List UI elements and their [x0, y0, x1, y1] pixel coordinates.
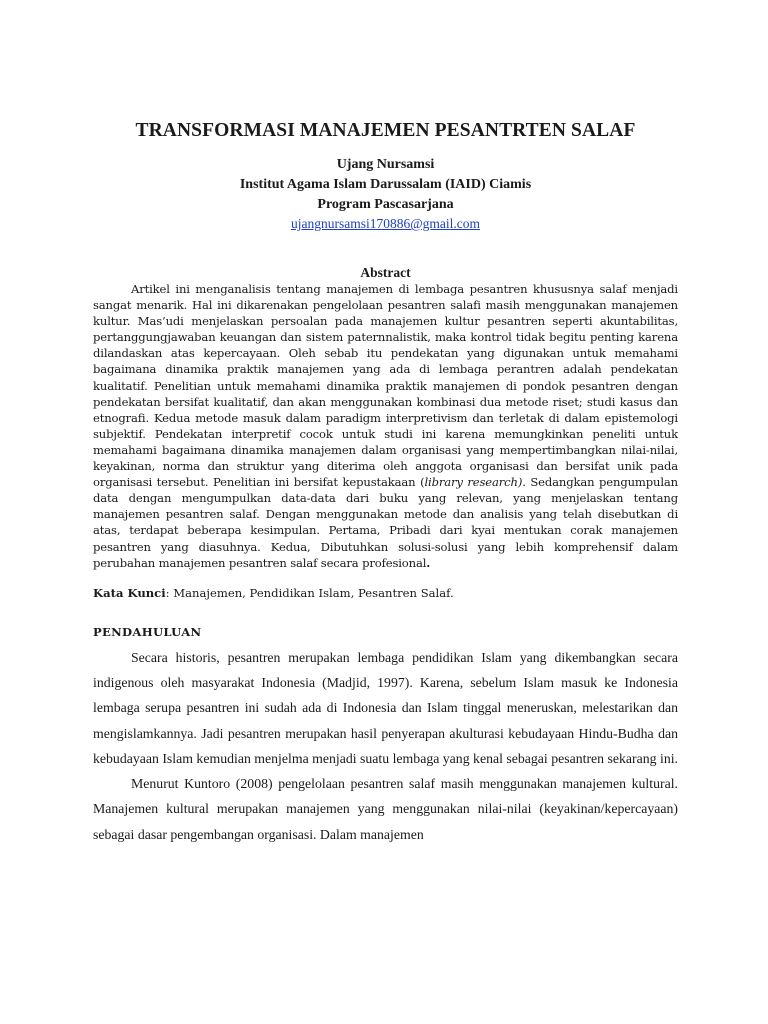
author-block — [93, 155, 678, 215]
abstract-end: . — [426, 555, 431, 570]
author-affiliation: Institut Agama Islam Darussalam (IAID) Ciamis — [239, 177, 532, 192]
paper-title: TRANSFORMASI MANAJEMEN PESANTRTEN SALAF — [135, 120, 636, 141]
body-paragraph-1: Secara historis, pesantren merupakan lembaga pendidikan Islam yang dikembangkan secara indigenous oleh masyarakat Indonesia (Madjid, 1997). Karena, sebelum Islam masuk ke Indonesia lembaga serupa pesantren ini sudah ada di Indonesia dan Islam tinggal meneruskan, melestarikan dan mengislamkannya. Jadi pesantren merupakan hasil penyerapan akulturasi kebudayaan Hindu-Budha dan kebudayaan Islam kemudian menjelma menjadi suatu lembaga yang kenal sebagai pesantren sekarang ini. — [93, 649, 679, 766]
abstract-part-2: . Sedangkan pengumpulan data dengan mengumpulkan data-data dari buku yang relevan, yang menjelaskan tentang manajemen pesantren salaf. Dengan menggunakan metode dan analisis yang telah disebutkan di atas, terdapat beberapa kesimpulan. Pertama, Pribadi dari kyai mentukan corak manajemen pesantren yang diasuhnya. Kedua, Dibutuhkan solusi-solusi yang lebih komprehensif dalam perubahan manajemen pesantren salaf secara profesional — [93, 475, 678, 570]
abstract-italic-term: library research) — [424, 475, 523, 490]
author-email-link[interactable]: ujangnursamsi170886@gmail.com — [290, 216, 481, 231]
author-program: Program Pascasarjana — [317, 197, 454, 212]
keywords-list: : Manajemen, Pendidikan Islam, Pesantren Salaf. — [165, 585, 454, 600]
keywords-label: Kata Kunci — [93, 585, 166, 600]
abstract-heading: Abstract — [360, 265, 411, 280]
author-name: Ujang Nursamsi — [336, 157, 435, 172]
abstract-text — [93, 281, 678, 571]
keywords-line — [93, 585, 678, 601]
email-line — [93, 215, 678, 233]
body-paragraph-2: Menurut Kuntoro (2008) pengelolaan pesantren salaf masih menggunakan manajemen kultural. Manajemen kultural merupakan manajemen yang menggunakan nilai-nilai (keyakinan/kepercayaan) sebagai dasar pengembangan organisasi. Dalam manajemen — [93, 776, 678, 842]
section-heading-pendahuluan: PENDAHULUAN — [93, 624, 202, 639]
abstract-part-1: Artikel ini menganalisis tentang manajemen di lembaga pesantren khususnya salaf menjadi sangat menarik. Hal ini dikarenakan pengelolaan pesantren salafi masih menggunakan manajemen kultur. Mas’udi menjelaskan persoalan pada manajemen kultur pesantren seperti akuntabilitas, pertanggungjawaban keuangan dan sistem paternnalistik, maka kontrol tidak begitu penting karena dilandaskan atas kepercayaan. Oleh sebab itu pendekatan yang digunakan untuk memahami bagaimana dinamika praktik manajemen yang ada di lembaga perantren adalah pendekatan kualitatif. Penelitian untuk memahami dinamika praktik manajemen di pondok pesantren dengan pendekatan bersifat kualitatif, dan akan menggunakan kombinasi dua metode riset; studi kasus dan etnografi. Kedua metode masuk dalam paradigm interpretivism dan terletak di dalam epistemologi subjektif. Pendekatan interpretif cocok untuk studi ini karena memungkinkan peneliti untuk memahami bagaimana dinamika manajemen dalam organisasi yang mempertimbangkan nilai-nilai, keyakinan, norma dan struktur yang diterima oleh anggota organisasi dan bersifat unik pada organisasi tersebut. Penelitian ini bersifat kepustakaan ( — [93, 282, 678, 490]
